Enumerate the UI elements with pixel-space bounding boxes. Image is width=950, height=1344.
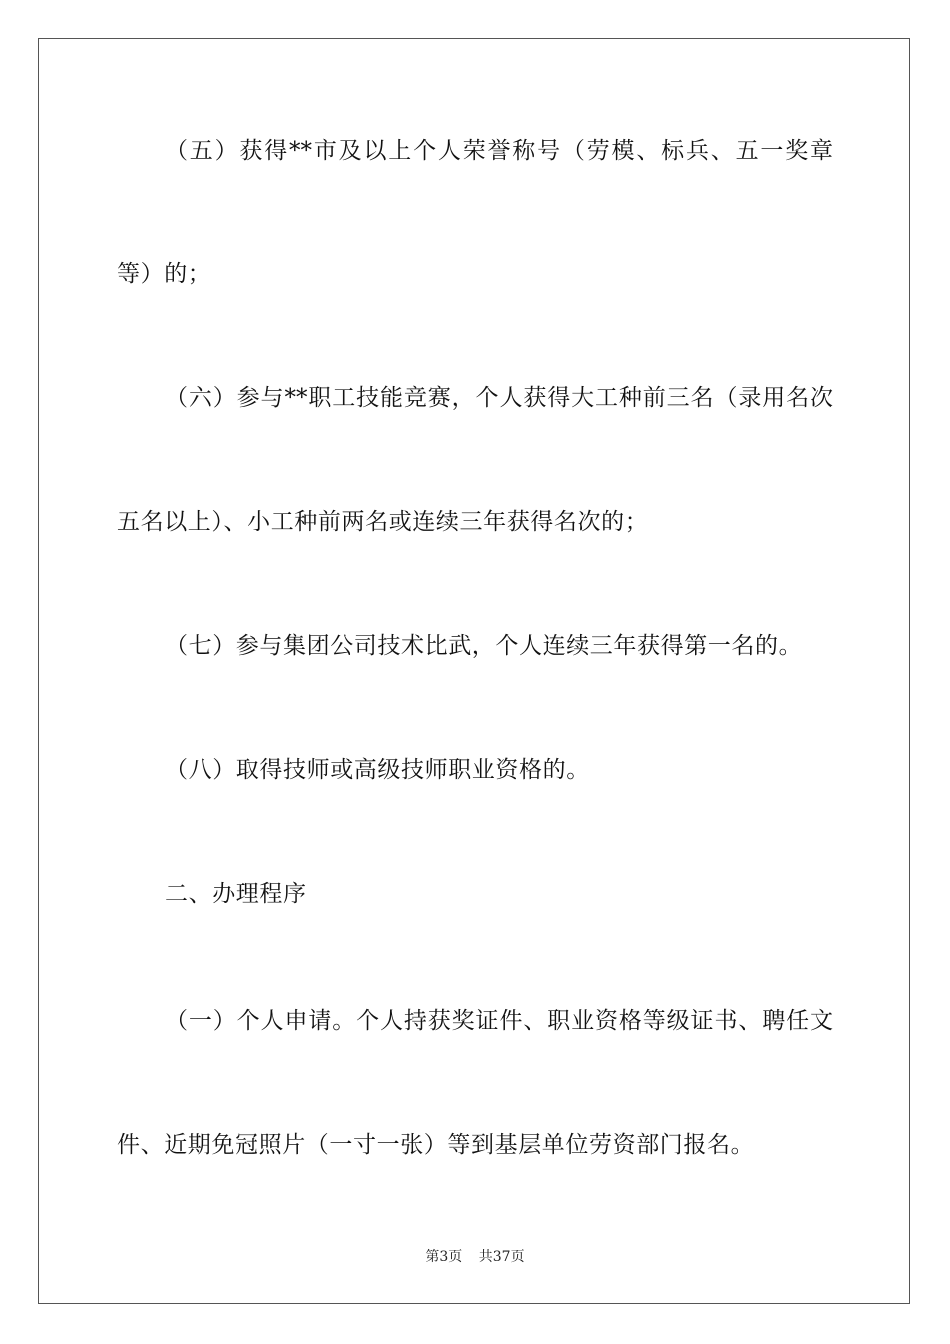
page-number: 第3页: [425, 1249, 463, 1265]
paragraph-line-5-cont: 等）的；: [117, 261, 212, 287]
paragraph-line-6-competition: （六）参与**职工技能竞赛，个人获得大工种前三名（录用名次: [165, 385, 833, 411]
paragraph-line-1-application: （一）个人申请。个人持获奖证件、职业资格等级证书、聘任文: [165, 1008, 833, 1034]
paragraph-line-7-contest: （七）参与集团公司技术比武，个人连续三年获得第一名的。: [165, 633, 803, 659]
page-total: 共37页: [478, 1249, 525, 1265]
paragraph-line-5-award-title: （五）获得**市及以上个人荣誉称号（劳模、标兵、五一奖章: [165, 138, 833, 164]
paragraph-line-6-cont: 五名以上）、小工种前两名或连续三年获得名次的；: [117, 509, 649, 535]
paragraph-line-8-qualification: （八）取得技师或高级技师职业资格的。: [165, 757, 590, 783]
section-heading-procedure: 二、办理程序: [165, 881, 307, 907]
page-border: [38, 38, 910, 1304]
paragraph-line-1-cont: 件、近期免冠照片（一寸一张）等到基层单位劳资部门报名。: [117, 1132, 755, 1158]
page-footer: [0, 1248, 950, 1266]
